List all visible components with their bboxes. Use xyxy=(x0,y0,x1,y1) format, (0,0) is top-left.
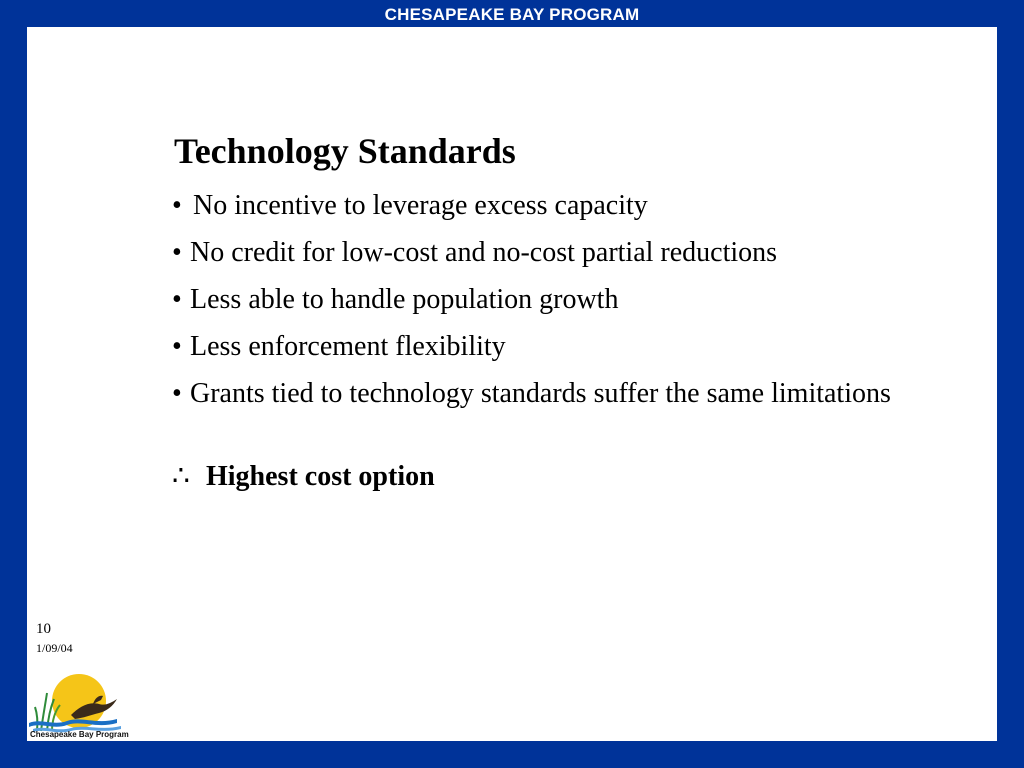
page-number: 10 xyxy=(36,621,51,637)
bullet-item xyxy=(172,281,892,319)
bullet-item xyxy=(172,234,892,272)
bullet-item xyxy=(172,328,892,366)
bullet-text: No credit for low-cost and no-cost partial reductions xyxy=(190,237,778,268)
slide-date: 1/09/04 xyxy=(36,641,73,655)
bullet-dot-icon: • xyxy=(172,190,182,221)
header-band xyxy=(0,0,1024,30)
slide-heading: Technology Standards xyxy=(174,131,516,171)
therefore-icon: ∴ xyxy=(172,461,190,492)
bullet-dot-icon: • xyxy=(172,237,182,268)
bullet-text: Less enforcement flexibility xyxy=(190,331,506,362)
bullet-dot-icon: • xyxy=(172,331,182,362)
bullet-list xyxy=(172,187,892,422)
bullet-item xyxy=(172,375,892,413)
slide-panel xyxy=(27,27,997,741)
bullet-dot-icon: • xyxy=(172,378,182,409)
bullet-text: Grants tied to technology standards suffer the same limitations xyxy=(190,378,891,409)
bullet-text: No incentive to leverage excess capacity xyxy=(193,190,648,221)
bullet-item xyxy=(172,187,892,225)
bullet-dot-icon: • xyxy=(172,284,182,315)
bullet-text: Less able to handle population growth xyxy=(190,284,619,315)
logo-caption: Chesapeake Bay Program xyxy=(30,730,129,739)
program-title: CHESAPEAKE BAY PROGRAM xyxy=(384,5,640,24)
conclusion xyxy=(172,458,435,496)
conclusion-text: Highest cost option xyxy=(206,461,435,492)
